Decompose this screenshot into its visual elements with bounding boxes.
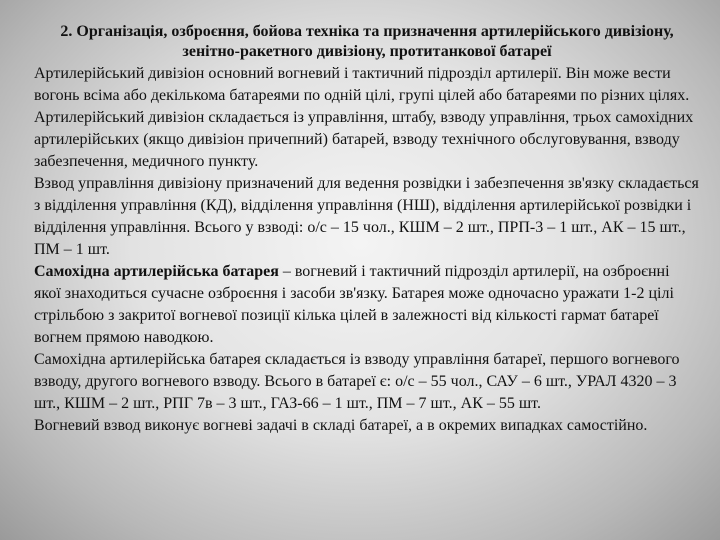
slide-title: 2. Організація, озброєння, бойова техніка та призначення артилерійського дивізіону, зенітно-ракетного дивізіону, протитанкової батареї [60, 23, 674, 60]
paragraph-text: Артилерійський дивізіон основний вогневий і тактичний підрозділ артилерії. Він може вести вогонь всіма або декількома батареями по одній цілі, групі цілей або батареями по різних цілях. [34, 65, 690, 104]
paragraph-text: Вогневий взвод виконує вогневі задачі в складі батареї, а в окремих випадках самостійно. [34, 417, 648, 434]
paragraph-5 [34, 349, 700, 415]
paragraph-text: – вогневий і тактичний підрозділ артилерії, на озброєнні якої знаходиться сучасне озброєння і засоби зв'язку. Батарея може одночасно уражати 1-2 цілі стрільбою з закритої вогневої позиції кілька цілей в залежності від кількості гармат батареї вогнем прямою наводкою. [34, 263, 674, 346]
slide-body [34, 63, 700, 437]
paragraph-text: Самохідна артилерійська батарея складається із взводу управління батареї, першого вогневого взводу, другого вогневого взводу. Всього в батареї є: о/с – 55 чол., САУ – 6 шт., УРАЛ 4320 – 3 шт., КШМ – 2 шт., РПГ 7в – 3 шт., ГАЗ-66 – 1 шт., ПМ – 7 шт., АК – 55 шт. [34, 351, 680, 412]
paragraph-text: Артилерійський дивізіон складається із управління, штабу, взводу управління, трьох самохідних артилерійських (якщо дивізіон причепний) батарей, взводу технічного обслуговування, взводу забезпечення, медичного пункту. [34, 109, 694, 170]
paragraph-4 [34, 261, 700, 349]
paragraph-1 [34, 63, 700, 107]
paragraph-text: Взвод управління дивізіону призначений для ведення розвідки і забезпечення зв'язку складається з відділення управління (КД), відділення управління (НШ), відділення артилерійської розвідки і відділення управління. Всього у взводі: о/с – 15 чол., КШМ – 2 шт., ПРП-3 – 1 шт., АК – 15 шт., ПМ – 1 шт. [34, 175, 699, 258]
paragraph-3 [34, 173, 700, 261]
paragraph-bold-lead: Самохідна артилерійська батарея [34, 263, 279, 280]
paragraph-6 [34, 415, 700, 437]
paragraph-2 [34, 107, 700, 173]
